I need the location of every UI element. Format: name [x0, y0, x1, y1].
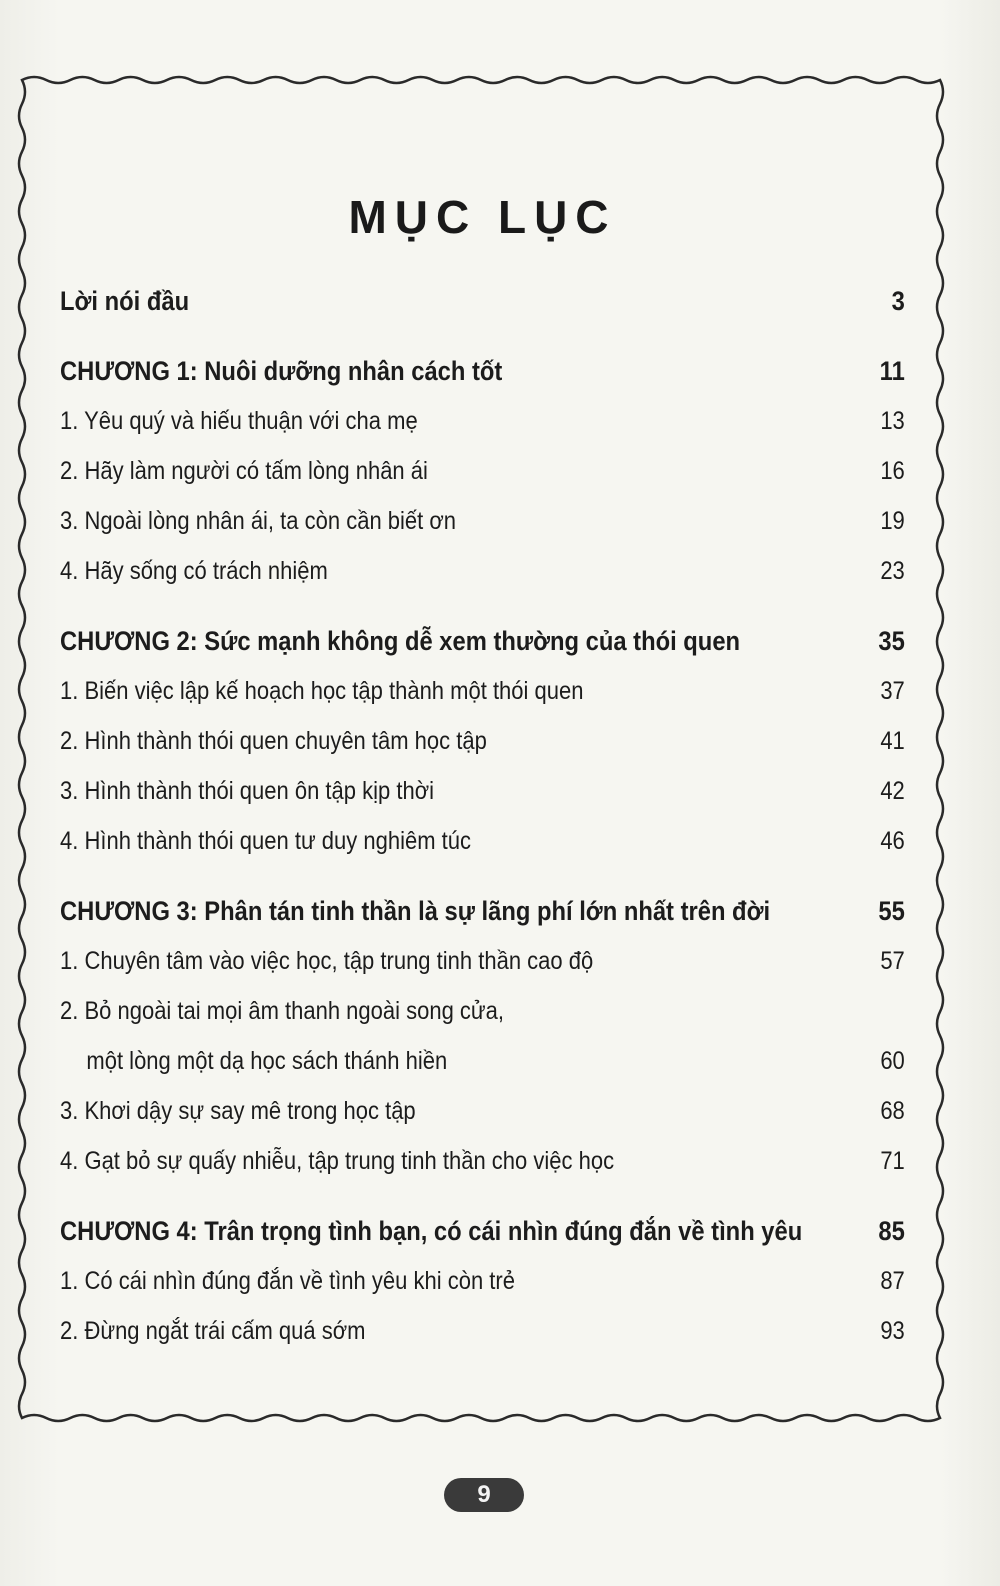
toc-entry-page: 23 [880, 557, 905, 585]
toc-entry-text: 4. Hãy sống có trách nhiệm [60, 557, 328, 585]
toc-section-row [60, 725, 905, 757]
toc-chapter-row [60, 355, 905, 387]
toc-entry-page: 37 [880, 677, 905, 705]
toc-entry-page: 87 [880, 1267, 905, 1295]
toc-entry-text: 4. Hình thành thói quen tư duy nghiêm túc [60, 827, 472, 855]
toc-entry-text: CHƯƠNG 4: Trân trọng tình bạn, có cái nhìn đúng đắn về tình yêu [60, 1216, 803, 1246]
toc-chapter-row [60, 625, 905, 657]
toc-chapter-row [60, 285, 905, 317]
toc-section-row [60, 675, 905, 707]
toc-entry-text: 2. Hình thành thói quen chuyên tâm học tập [60, 727, 487, 755]
toc-section-row [60, 995, 905, 1027]
toc-entry-page: 46 [880, 827, 905, 855]
toc-entry-text: 3. Hình thành thói quen ôn tập kịp thời [60, 777, 435, 805]
toc-section-row [60, 455, 905, 487]
toc-section-row [60, 405, 905, 437]
toc-section-row [60, 945, 905, 977]
toc-entry-text: 1. Chuyên tâm vào việc học, tập trung tinh thần cao độ [60, 947, 594, 975]
page-number: 9 [444, 1478, 524, 1512]
toc-entry-page: 35 [878, 626, 905, 656]
toc-entry-text: 2. Bỏ ngoài tai mọi âm thanh ngoài song cửa, [60, 997, 505, 1025]
toc-entry-page: 71 [880, 1147, 905, 1175]
toc-section-row [60, 1095, 905, 1127]
toc-entry-page: 93 [880, 1317, 905, 1345]
toc-entry-page: 85 [878, 1216, 905, 1246]
toc-entry-text: Lời nói đầu [60, 286, 190, 316]
toc-section-row [60, 555, 905, 587]
toc-section-row [60, 505, 905, 537]
toc-chapter-row [60, 1215, 905, 1247]
toc-entry-page: 3 [891, 286, 905, 316]
toc-entry-page: 57 [880, 947, 905, 975]
toc-entry-text: 1. Biến việc lập kế hoạch học tập thành một thói quen [60, 677, 584, 705]
toc-entry-page: 19 [880, 507, 905, 535]
toc-section-row [60, 1145, 905, 1177]
toc-entry-text: 4. Gạt bỏ sự quấy nhiễu, tập trung tinh thần cho việc học [60, 1147, 615, 1175]
toc-entry-text: 3. Khơi dậy sự say mê trong học tập [60, 1097, 416, 1125]
toc-chapter-row [60, 895, 905, 927]
toc-entry-page: 16 [880, 457, 905, 485]
toc-entry-text: 3. Ngoài lòng nhân ái, ta còn cần biết ơn [60, 507, 457, 535]
toc-entry-page: 13 [880, 407, 905, 435]
toc-entry-page: 60 [880, 1047, 905, 1075]
toc-section-row [60, 1315, 905, 1347]
toc-section-row [60, 1045, 905, 1077]
toc-entry-text: một lòng một dạ học sách thánh hiền [86, 1047, 448, 1075]
toc-entry-text: CHƯƠNG 3: Phân tán tinh thần là sự lãng phí lớn nhất trên đời [60, 896, 771, 926]
toc-entry-page: 42 [880, 777, 905, 805]
toc-entry-page: 55 [878, 896, 905, 926]
toc-entry-text: 2. Hãy làm người có tấm lòng nhân ái [60, 457, 428, 485]
toc-entry-page: 11 [879, 356, 905, 386]
toc-section-row [60, 775, 905, 807]
toc-entry-text: 1. Có cái nhìn đúng đắn về tình yêu khi còn trẻ [60, 1267, 515, 1295]
toc-entry-text: 1. Yêu quý và hiếu thuận với cha mẹ [60, 407, 418, 435]
toc-entry-page: 68 [880, 1097, 905, 1125]
page-title: MỤC LỤC [348, 191, 617, 243]
toc-entry-text: CHƯƠNG 1: Nuôi dưỡng nhân cách tốt [60, 356, 503, 386]
toc-section-row [60, 1265, 905, 1297]
toc-entry-text: 2. Đừng ngắt trái cấm quá sớm [60, 1317, 366, 1345]
toc-entry-text: CHƯƠNG 2: Sức mạnh không dễ xem thường của thói quen [60, 626, 741, 656]
toc-entry-page: 41 [880, 727, 905, 755]
toc-section-row [60, 825, 905, 857]
